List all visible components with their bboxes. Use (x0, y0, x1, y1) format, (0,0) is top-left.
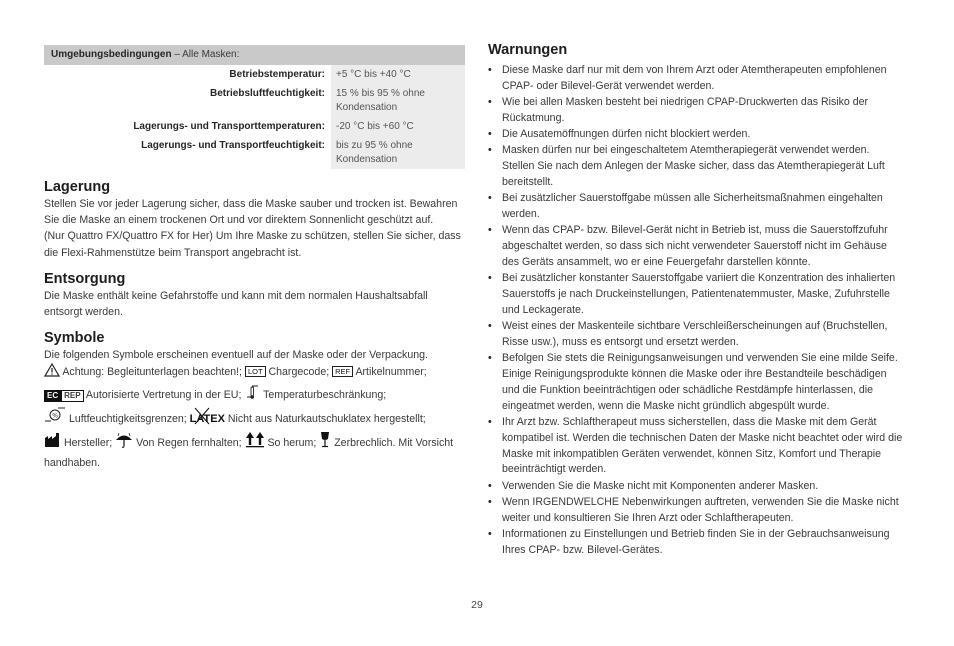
env-header-rest: – Alle Masken: (171, 49, 240, 60)
env-value: +5 °C bis +40 °C (331, 65, 465, 84)
warnings-list (488, 63, 904, 559)
section-symbole (44, 330, 465, 473)
list-item: • Diese Maske darf nur mit dem von Ihrem Arzt oder Atemtherapeuten empfohlenen CPAP- oder Bilevel-Gerät verwendet werden. (488, 63, 904, 95)
warning-triangle-icon (44, 363, 60, 384)
env-value: bis zu 95 % ohne Kondensation (331, 136, 465, 169)
humidity-limit-icon (44, 406, 66, 431)
symbol-herum-text: So herum; (264, 436, 320, 449)
ec-rep-rep: REP (61, 390, 83, 402)
section-entsorgung (44, 271, 465, 320)
list-item: • Informationen zu Einstellungen und Betrieb finden Sie in der Gebrauchsanweisung Ihres CPAP- bzw. Bilevel-Gerätes. (488, 527, 904, 559)
entsorgung-paragraph: Die Maske enthält keine Gefahrstoffe und kann mit dem normalen Haushaltsabfall entsorgt werden. (44, 289, 428, 319)
list-item: • Bei zusätzlicher konstanter Sauerstoffgabe variiert die Konzentration des inhalierten Sauerstoffs je nach Druckeinstellungen, Patientenatemmuster, Maske, Zufuhrstelle und Leckagerate. (488, 271, 904, 318)
latex-free-icon (190, 410, 225, 429)
section-lagerung (44, 179, 465, 261)
latex-icon-label: LATEX (189, 413, 225, 426)
list-item: • Bei zusätzlicher Sauerstoffgabe müssen alle Sicherheitsmaßnahmen eingehalten werden. (488, 191, 904, 223)
ref-icon: REF (332, 366, 353, 377)
env-value: 15 % bis 95 % ohne Kondensation (331, 84, 465, 117)
temperature-limit-icon (244, 384, 260, 407)
lagerung-paragraph-2: (Nur Quattro FX/Quattro FX for Her) Um Ihre Maske zu schützen, stellen Sie sicher, dass die Flexi-Rahmenstütze beim Transport angebracht ist. (44, 230, 461, 259)
symbol-eu-text: Autorisierte Vertretung in der EU; (83, 388, 245, 401)
table-row (44, 65, 465, 84)
env-value: -20 °C bis +60 °C (331, 117, 465, 136)
symbol-artikel-text: Artikelnummer; (353, 366, 427, 379)
page-number: 29 (471, 599, 483, 611)
list-item: • Befolgen Sie stets die Reinigungsanweisungen und verwenden Sie eine milde Seife. Einige Reinigungsprodukte können die Maske oder ihre Bestandteile beschädigen und die Funktion beeinträchtigen oder schädliche Restdämpfe hinterlassen, die eingeatmet werden, wenn die Maske nicht gründlich abgespült wurde. (488, 351, 904, 414)
symbol-list (44, 363, 465, 473)
list-item: • Ihr Arzt bzw. Schlaftherapeut muss sicherstellen, dass die Maske mit dem Gerät kompatibel ist. Werden die technischen Daten der Maske nicht beachtet oder wird die Maske mit inkompatiblen Geräten verwendet, können Sitz, Komfort und Therapie beeinträchtigt werden. (488, 415, 904, 478)
env-label: Lagerungs- und Transporttemperaturen: (133, 121, 325, 132)
lot-icon: LOT (245, 366, 266, 377)
environment-table (44, 45, 465, 169)
lagerung-paragraph-1: Stellen Sie vor jeder Lagerung sicher, dass die Maske sauber und trocken ist. Bewahren Sie die Maske an einem trockenen Ort und vor direktem Sonnenlicht geschützt auf. (44, 198, 458, 227)
list-item: • Masken dürfen nur bei eingeschaltetem Atemtherapiegerät verwendet werden. Stellen Sie nach dem Anlegen der Maske sicher, dass das Atemtherapiegerät Luft bereitstellt. (488, 143, 904, 190)
table-row (44, 117, 465, 136)
env-label: Betriebstemperatur: (229, 69, 325, 80)
right-column (488, 42, 904, 559)
symbol-regen-text: Von Regen fernhalten; (133, 436, 245, 449)
symbol-zerbrech-text: Zerbrechlich. Mit Vorsicht handhaben. (44, 436, 454, 470)
symbol-feucht-text: Luftfeuchtigkeitsgrenzen; (66, 413, 190, 426)
symbol-latex-text: Nicht aus Naturkautschuklatex hergestellt; (224, 413, 426, 426)
umbrella-keep-dry-icon (115, 432, 133, 455)
list-item: • Wie bei allen Masken besteht bei niedrigen CPAP-Druckwerten das Risiko der Rückatmung. (488, 95, 904, 127)
env-header-bold: Umgebungsbedingungen (51, 49, 172, 60)
symbol-charge-text: Chargecode; (265, 366, 333, 379)
left-column (44, 45, 465, 473)
list-item: • Weist eines der Maskenteile sichtbare Verschleißerscheinungen auf (Bruchstellen, Risse usw.), muss es entsorgt und ersetzt werden. (488, 319, 904, 351)
svg-text:%: % (52, 412, 59, 420)
symbol-temp-text: Temperaturbeschränkung; (260, 388, 387, 401)
env-label: Betriebsluftfeuchtigkeit: (209, 88, 325, 99)
section-title-entsorgung: Entsorgung (44, 270, 126, 287)
list-item: • Wenn IRGENDWELCHE Nebenwirkungen auftreten, verwenden Sie die Maske nicht weiter und konsultieren Sie Ihren Arzt oder Schlaftherapeuten. (488, 495, 904, 527)
manufacturer-icon (44, 432, 61, 455)
section-title-warnungen: Warnungen (488, 42, 568, 58)
list-item: • Verwenden Sie die Maske nicht mit Komponenten anderer Masken. (488, 479, 904, 495)
table-row (44, 136, 465, 169)
this-way-up-icon (245, 431, 265, 455)
symbol-achtung-text: Achtung: Begleitunterlagen beachten!; (60, 366, 245, 379)
list-item: • Wenn das CPAP- bzw. Bilevel-Gerät nicht in Betrieb ist, muss die Sauerstoffzufuhr abgeschaltet werden, so dass sich nicht verwendeter Sauerstoff nicht im Gehäuse des Geräts ansammelt, wo er eine Feuergefahr darstellen könnte. (488, 223, 904, 270)
fragile-glass-icon (319, 431, 331, 455)
ec-rep-icon (44, 386, 84, 405)
section-title-lagerung: Lagerung (44, 179, 111, 195)
section-title-symbole: Symbole (44, 330, 105, 347)
symbol-hersteller-text: Hersteller; (61, 436, 116, 449)
environment-table-header (44, 45, 465, 65)
list-item: • Die Ausatemöffnungen dürfen nicht blockiert werden. (488, 127, 904, 143)
table-row (44, 84, 465, 117)
env-label: Lagerungs- und Transportfeuchtigkeit: (141, 140, 325, 151)
ec-rep-ec: EC (44, 390, 61, 402)
symbole-intro: Die folgenden Symbole erscheinen eventuell auf der Maske oder der Verpackung. (44, 349, 428, 362)
